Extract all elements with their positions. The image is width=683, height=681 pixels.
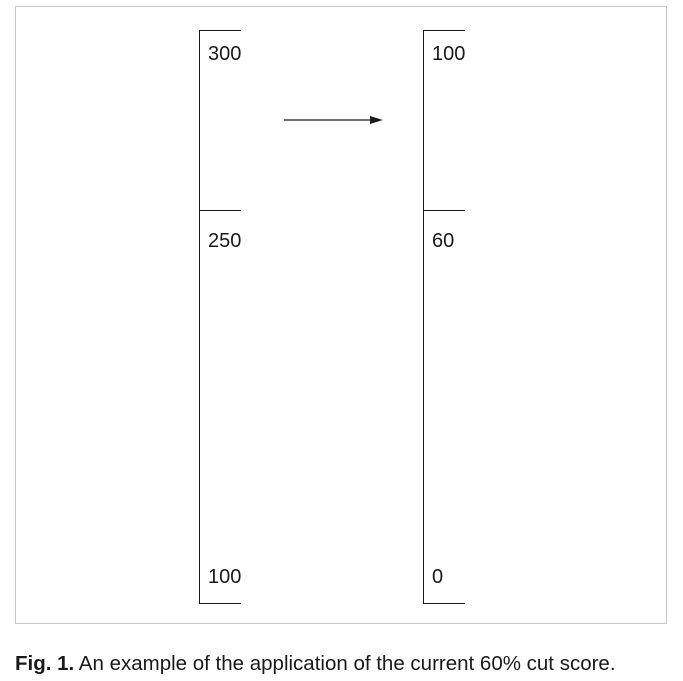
min-score-label: 100	[208, 566, 242, 588]
scale-axis-line	[199, 30, 200, 604]
figure-caption	[15, 652, 675, 676]
cut-score-tick	[423, 210, 465, 211]
cut-score-tick	[199, 210, 241, 211]
top-tick	[199, 30, 241, 31]
max-score-label: 100	[432, 43, 466, 65]
bottom-tick	[199, 603, 241, 604]
cut-score-label: 60	[432, 230, 455, 252]
min-score-label: 0	[432, 566, 444, 588]
bottom-tick	[423, 603, 465, 604]
scale-axis-line	[423, 30, 424, 604]
max-score-label: 300	[208, 43, 242, 65]
caption-text: An example of the application of the current 60% cut score.	[74, 652, 616, 675]
figure-number: Fig. 1.	[15, 652, 75, 675]
top-tick	[423, 30, 465, 31]
right-arrow-icon	[284, 112, 388, 128]
cut-score-label: 250	[208, 230, 242, 252]
figure-frame	[15, 6, 667, 624]
